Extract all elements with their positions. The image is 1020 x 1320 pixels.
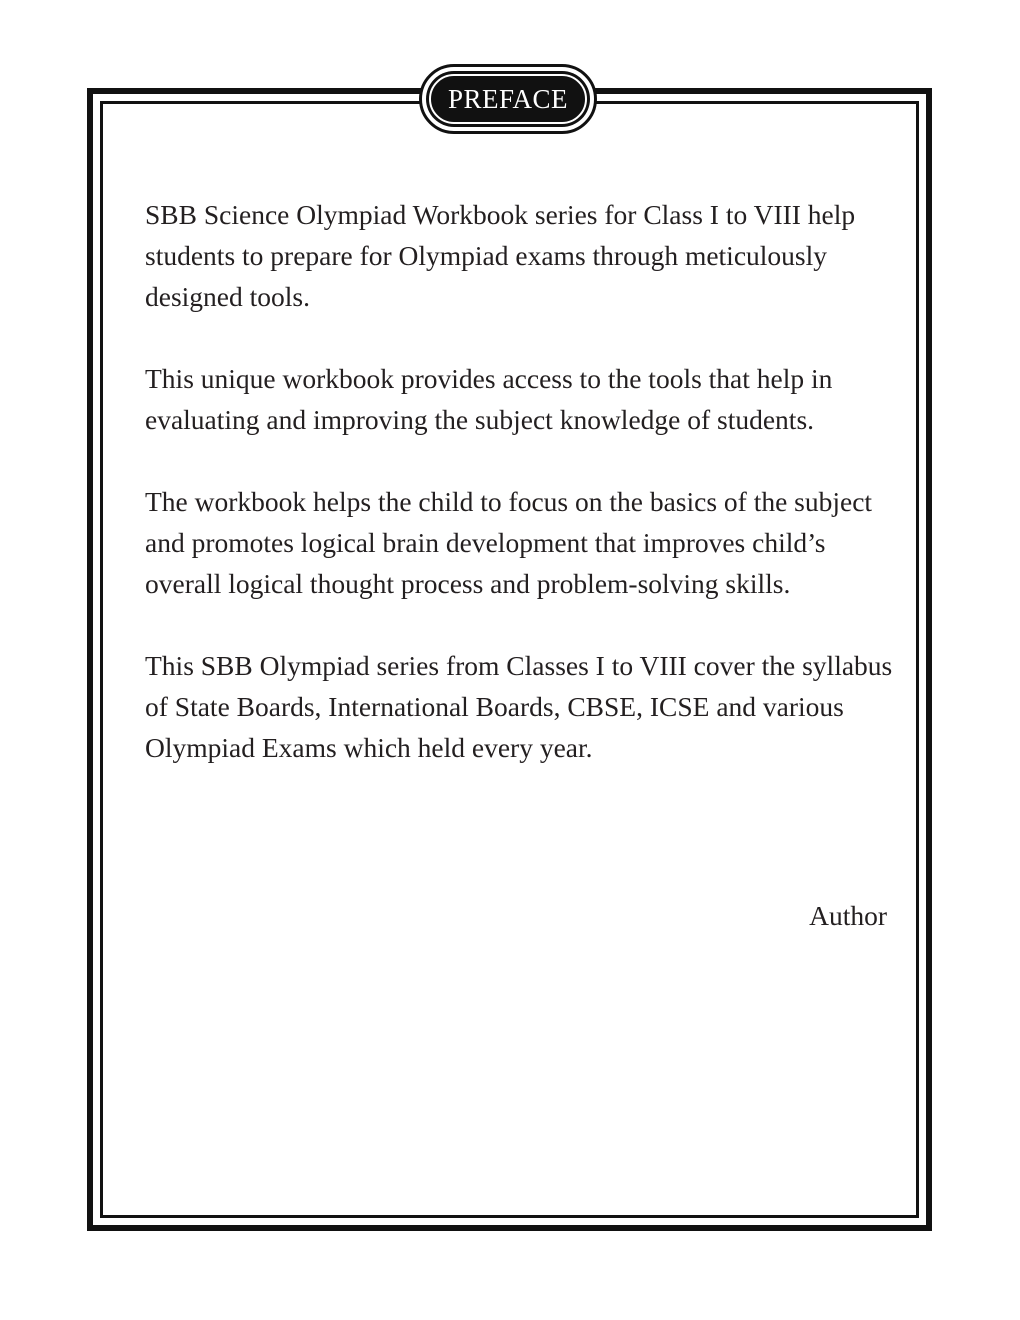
title-badge [419,64,597,134]
paragraph: This SBB Olympiad series from Classes I to VIII cover the syllabus of State Boards, International Boards, CBSE, ICSE and various Olympiad Exams which held every year. [145,650,893,763]
preface-body [145,194,895,809]
paragraph: This unique workbook provides access to the tools that help in evaluating and improving the subject knowledge of students. [145,363,833,435]
paragraph: The workbook helps the child to focus on the basics of the subject and promotes logical brain development that improves child’s overall logical thought process and problem-solving skills. [145,486,873,599]
author-signature: Author [809,900,887,931]
title-badge-fill [426,71,590,127]
page-title: PREFACE [429,74,587,124]
paragraph: SBB Science Olympiad Workbook series for Class I to VIII help students to prepare for Olympiad exams through meticulously designed tools. [145,199,856,312]
